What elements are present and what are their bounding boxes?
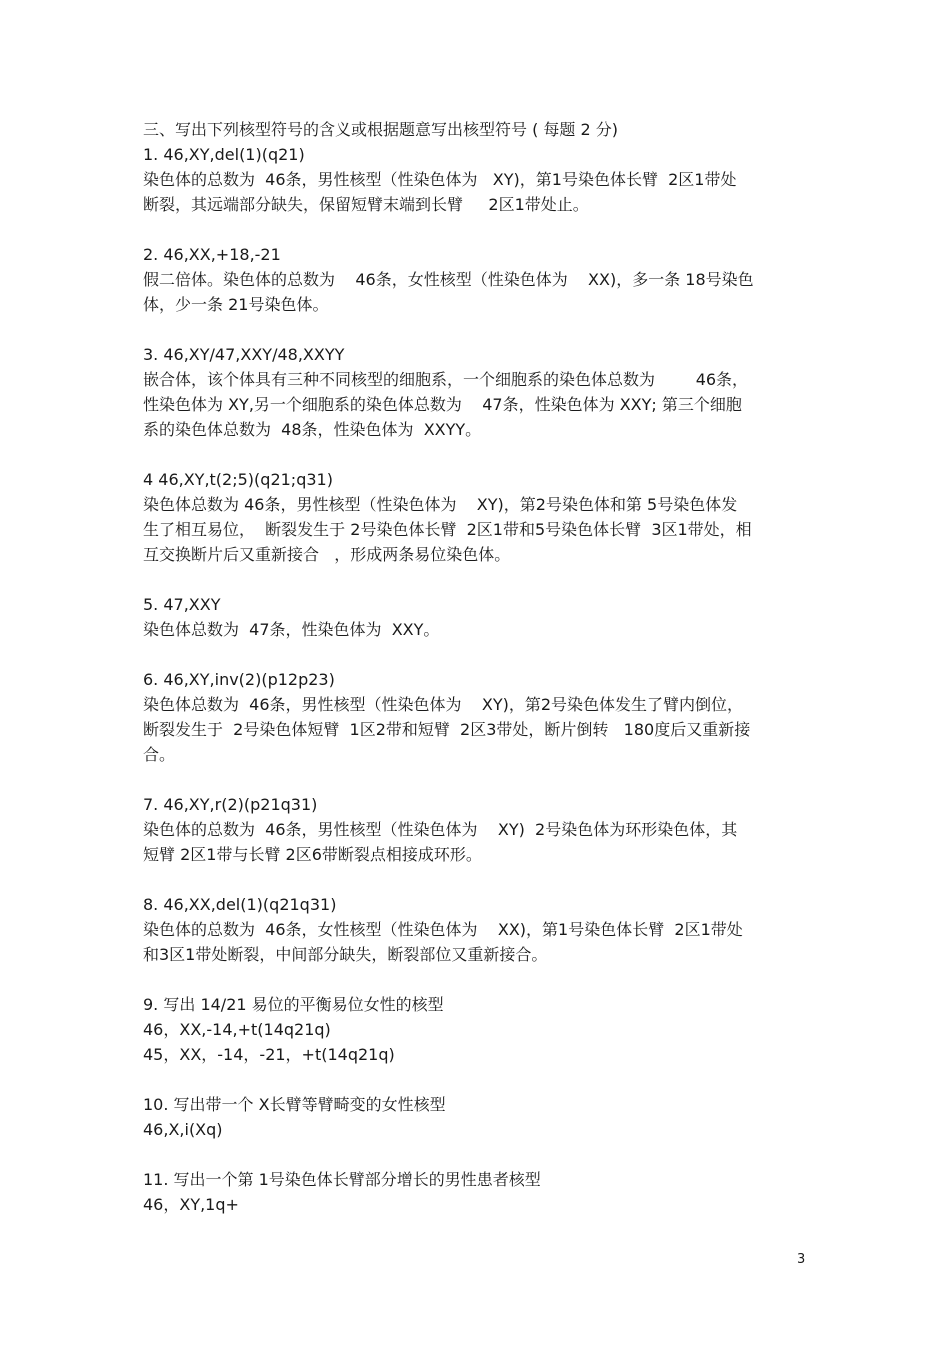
question-item-3	[143, 342, 813, 442]
karyotype-code: 2. 46,XX,+18,-21	[143, 245, 281, 264]
answer-line: 染色体总数为 46条，男性核型（性染色体为 XY)，第2号染色体发生了臂内倒位，	[143, 695, 744, 714]
question-item-8	[143, 892, 813, 967]
answer-line: 合。	[143, 745, 176, 764]
answer-line: 染色体的总数为 46条，女性核型（性染色体为 XX)，第1号染色体长臂 2区1带处	[143, 920, 743, 939]
answer-line: 嵌合体，该个体具有三种不同核型的细胞系，一个细胞系的染色体总数为 46条，	[143, 370, 749, 389]
page-number: 3	[797, 1252, 806, 1267]
question-item-11	[143, 1167, 813, 1217]
answer-line: 互交换断片后又重新接合 ，形成两条易位染色体。	[143, 545, 511, 564]
karyotype-code: 5. 47,XXY	[143, 595, 221, 614]
answer-line: 体，少一条 21号染色体。	[143, 295, 329, 314]
answer-line: 断裂，其远端部分缺失，保留短臂末端到长臂 2区1带处止。	[143, 195, 589, 214]
section-title: 三、写出下列核型符号的含义或根据题意写出核型符号 ( 每题 2 分)	[143, 120, 619, 139]
answer-line: 和3区1带处断裂，中间部分缺失，断裂部位又重新接合。	[143, 945, 548, 964]
document-content	[143, 117, 813, 1242]
answer-line: 46，XX,-14,+t(14q21q)	[143, 1020, 331, 1039]
answer-line: 短臂 2区1带与长臂 2区6带断裂点相接成环形。	[143, 845, 482, 864]
answer-line: 46，XY,1q+	[143, 1195, 239, 1214]
answer-line: 染色体的总数为 46条，男性核型（性染色体为 XY) 2号染色体为环形染色体，其	[143, 820, 738, 839]
answer-line: 生了相互易位， 断裂发生于 2号染色体长臂 2区1带和5号染色体长臂 3区1带处，相	[143, 520, 752, 539]
question-item-1	[143, 142, 813, 217]
karyotype-code: 6. 46,XY,inv(2)(p12p23)	[143, 670, 335, 689]
answer-line: 46,X,i(Xq)	[143, 1120, 223, 1139]
question-text: 11. 写出一个第 1号染色体长臂部分增长的男性患者核型	[143, 1170, 541, 1189]
answer-line: 系的染色体总数为 48条，性染色体为 XXYY。	[143, 420, 482, 439]
answer-line: 性染色体为 XY,另一个细胞系的染色体总数为 47条，性染色体为 XXY; 第三个细胞	[143, 395, 742, 414]
question-item-7	[143, 792, 813, 867]
answer-line: 染色体的总数为 46条，男性核型（性染色体为 XY)，第1号染色体长臂 2区1带处	[143, 170, 737, 189]
karyotype-code: 4 46,XY,t(2;5)(q21;q31)	[143, 470, 333, 489]
karyotype-code: 7. 46,XY,r(2)(p21q31)	[143, 795, 318, 814]
question-text: 9. 写出 14/21 易位的平衡易位女性的核型	[143, 995, 444, 1014]
question-item-6	[143, 667, 813, 767]
question-item-5	[143, 592, 813, 642]
answer-line: 染色体总数为 46条，男性核型（性染色体为 XY)，第2号染色体和第 5号染色体发	[143, 495, 738, 514]
answer-line: 断裂发生于 2号染色体短臂 1区2带和短臂 2区3带处，断片倒转 180度后又重新接	[143, 720, 751, 739]
question-item-9	[143, 992, 813, 1067]
question-item-2	[143, 242, 813, 317]
answer-line: 45，XX，-14，-21，+t(14q21q)	[143, 1045, 395, 1064]
karyotype-code: 1. 46,XY,del(1)(q21)	[143, 145, 305, 164]
karyotype-code: 3. 46,XY/47,XXY/48,XXYY	[143, 345, 345, 364]
question-item-10	[143, 1092, 813, 1142]
question-text: 10. 写出带一个 X长臂等臂畸变的女性核型	[143, 1095, 446, 1114]
answer-line: 染色体总数为 47条，性染色体为 XXY。	[143, 620, 440, 639]
question-item-4	[143, 467, 813, 567]
karyotype-code: 8. 46,XX,del(1)(q21q31)	[143, 895, 337, 914]
answer-line: 假二倍体。染色体的总数为 46条，女性核型（性染色体为 XX)，多一条 18号染色	[143, 270, 754, 289]
